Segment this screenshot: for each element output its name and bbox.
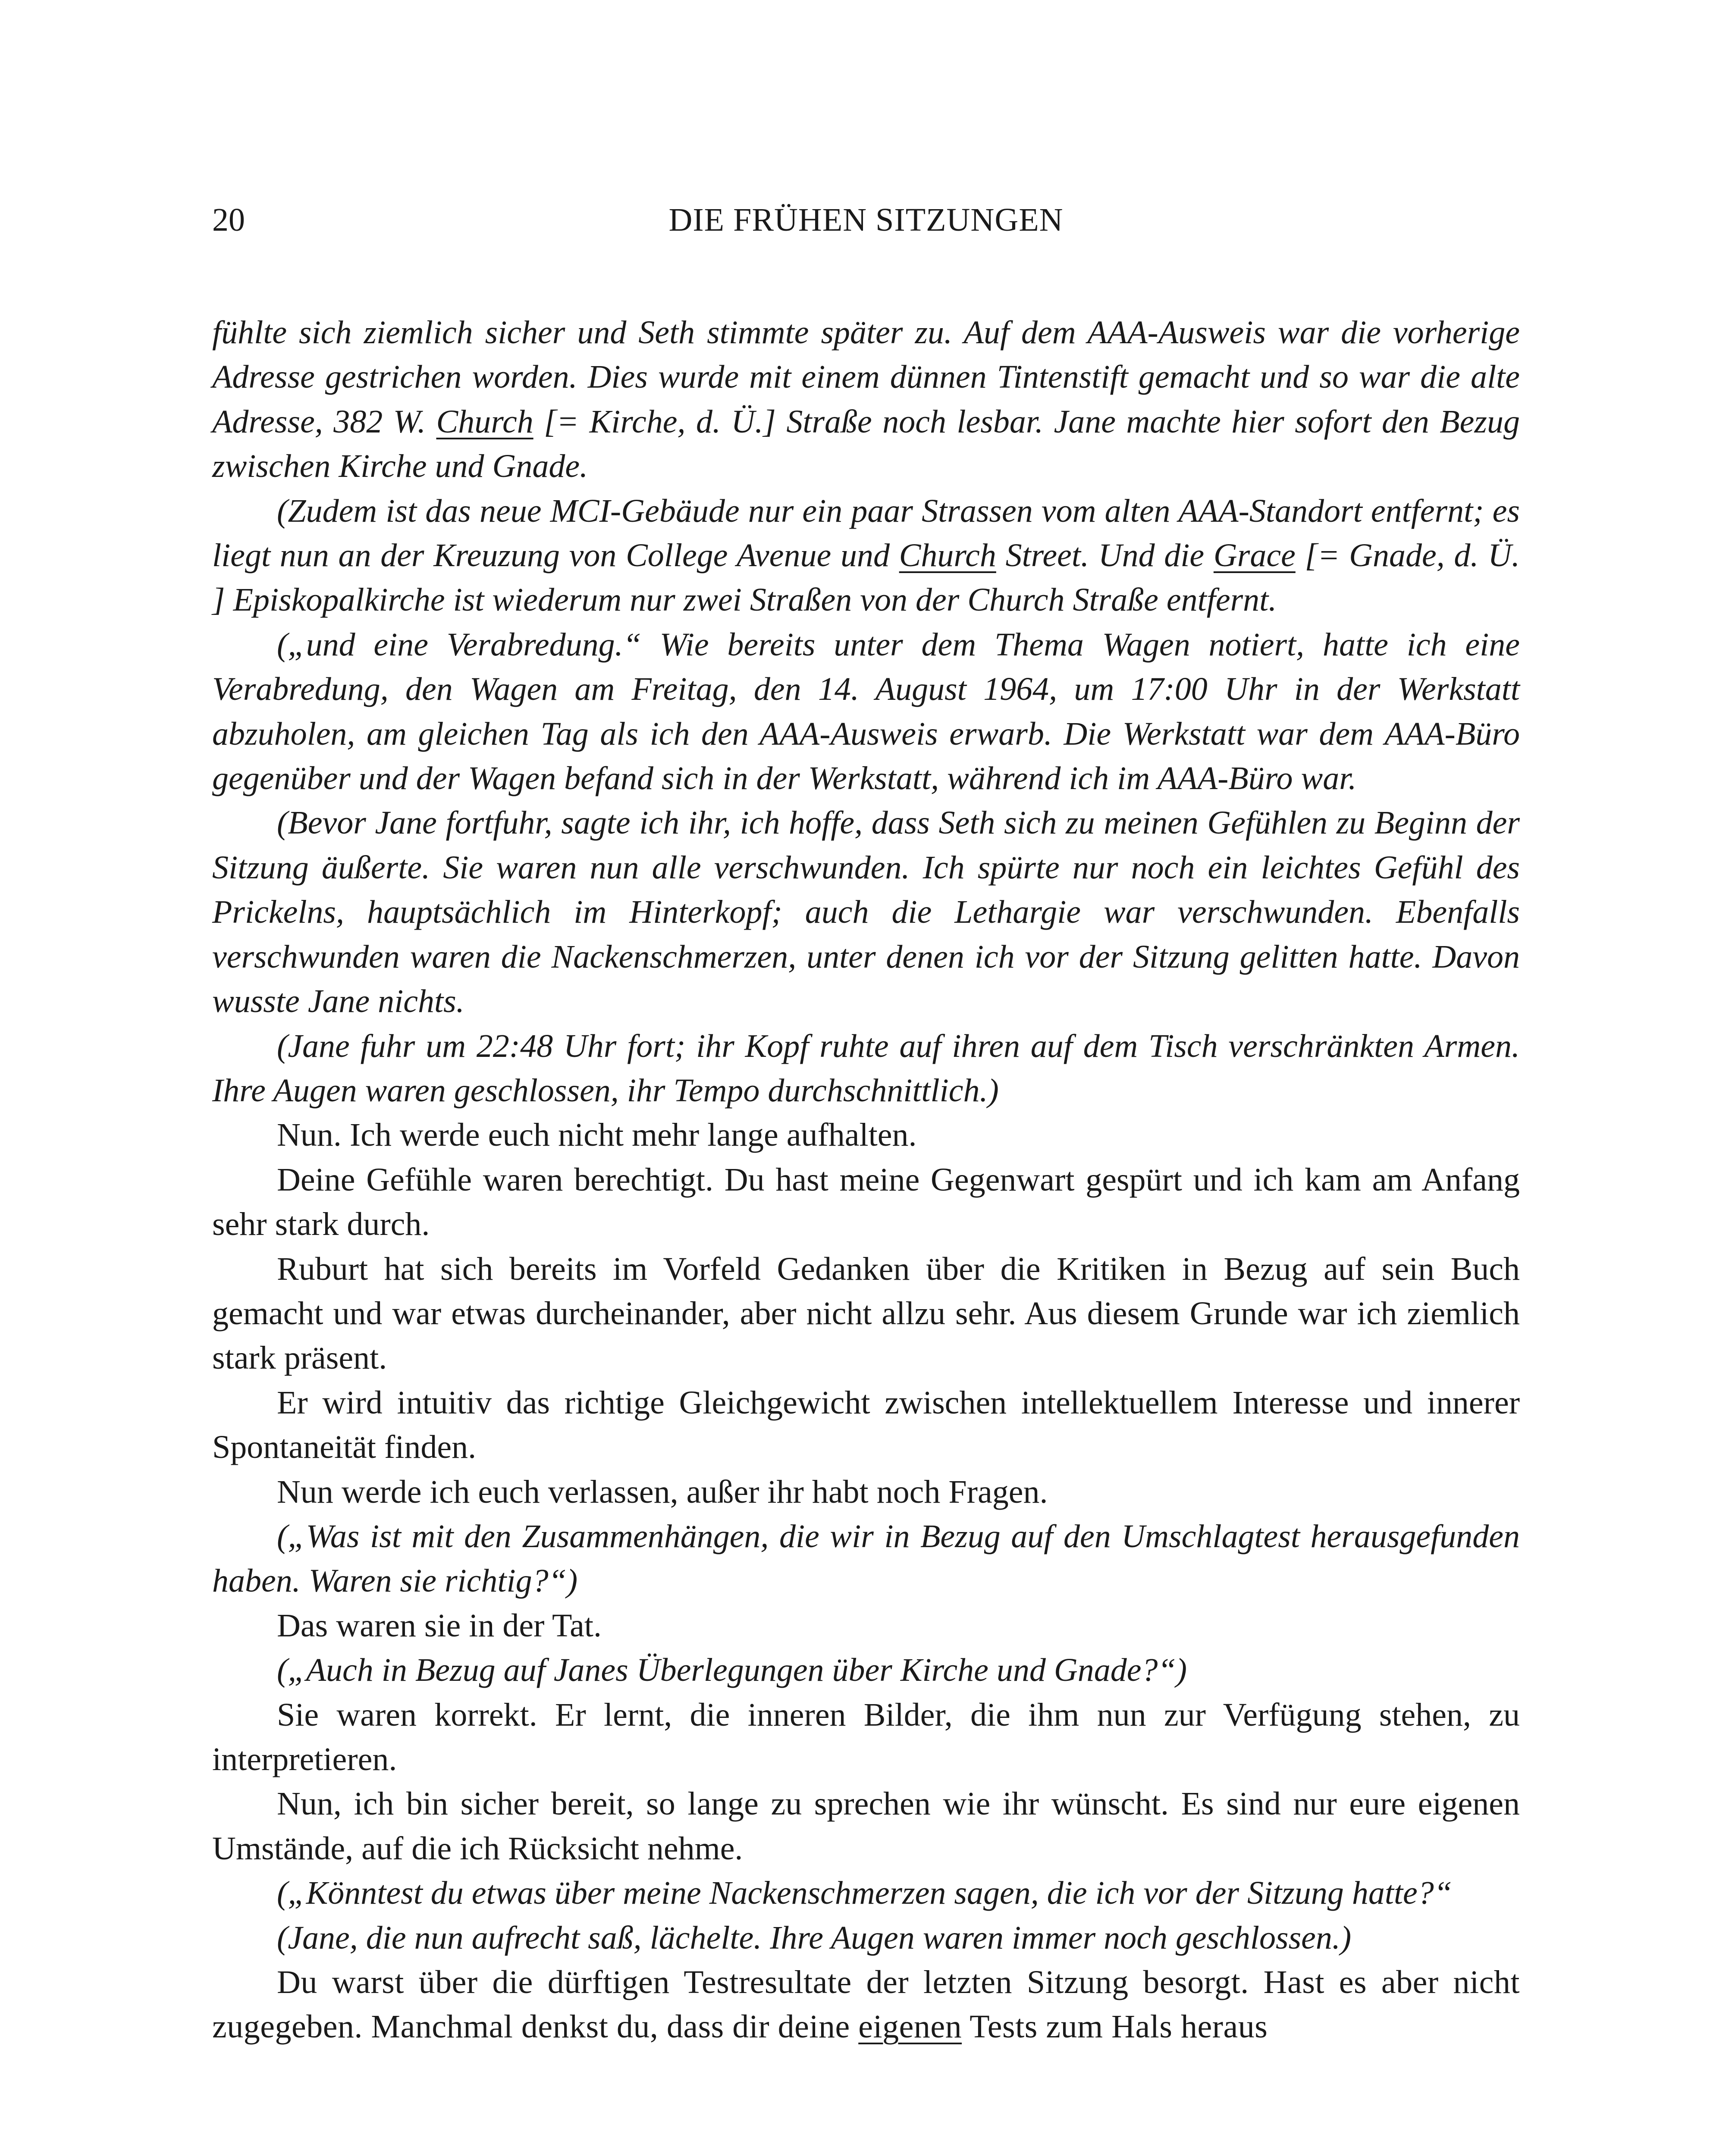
underlined-word: Church [899, 537, 996, 574]
paragraph: („Was ist mit den Zusammenhängen, die wir in Bezug auf den Umschlagtest herausgefunden haben. Waren sie richtig?“) [212, 1518, 1520, 1599]
paragraph: Das waren sie in der Tat. [277, 1607, 602, 1644]
paragraph: Er wird intuitiv das richtige Gleichgewicht zwischen intellektuellem Interesse und innerer Spontaneität finden. [212, 1384, 1520, 1466]
underlined-word: Grace [1213, 537, 1296, 574]
paragraph: Sie waren korrekt. Er lernt, die inneren Bilder, die ihm nun zur Verfügung stehen, zu interpretieren. [212, 1696, 1520, 1777]
text-run: Du warst über die dürftigen Testresultate der letzten Sitzung besorgt. Hast es aber nicht zugegeben. Manchmal denkst du, dass dir deine [212, 1964, 1520, 2045]
page-number: 20 [212, 202, 245, 238]
underlined-word: eigenen [858, 2009, 962, 2045]
paragraph [212, 310, 1520, 489]
paragraph: („Könntest du etwas über meine Nackenschmerzen sagen, die ich vor der Sitzung hatte?“ [277, 1875, 1453, 1912]
text-run: fühlte sich ziemlich sicher und Seth stimmte später zu. Auf dem AAA-Ausweis war die vorherige Adresse gestrichen worden. Dies wurde mit einem dünnen Tintenstift gemacht und so war die alte Adresse, 382 W. [212, 314, 1520, 440]
paragraph: (Bevor Jane fortfuhr, sagte ich ihr, ich hoffe, dass Seth sich zu meinen Gefühlen zu Beginn der Sitzung äußerte. Sie waren nun alle verschwunden. Ich spürte nur noch ein leichtes Gefühl des Prickelns, hauptsächlich im Hinterkopf; auch die Lethargie war verschwunden. Ebenfalls verschwunden waren die Nackenschmerzen, unter denen ich vor der Sitzung gelitten hatte. Davon wusste Jane nichts. [212, 805, 1520, 1020]
text-run: [= Gnade, d. Ü. ] Episkopalkirche ist wiederum nur zwei Straßen von der Church Straße entfernt. [212, 537, 1520, 618]
page-header [212, 196, 1520, 248]
paragraph: („Auch in Bezug auf Janes Überlegungen über Kirche und Gnade?“) [277, 1652, 1187, 1689]
paragraph: („und eine Verabredung.“ Wie bereits unter dem Thema Wagen notiert, hatte ich eine Verabredung, den Wagen am Freitag, den 14. August 1964, um 17:00 Uhr in der Werkstatt abzuholen, am gleichen Tag als ich den AAA-Ausweis erwarb. Die Werkstatt war dem AAA-Büro gegenüber und der Wagen befand sich in der Werkstatt, während ich im AAA-Büro war. [212, 626, 1520, 797]
running-title: DIE FRÜHEN SITZUNGEN [668, 202, 1064, 238]
text-run: Tests zum Hals heraus [962, 2009, 1268, 2045]
paragraph: Ruburt hat sich bereits im Vorfeld Gedanken über die Kritiken in Bezug auf sein Buch gemacht und war etwas durcheinander, aber nicht allzu sehr. Aus diesem Grunde war ich ziemlich stark präsent. [212, 1250, 1520, 1376]
text-run: Street. Und die [996, 537, 1214, 574]
paragraph [212, 1960, 1520, 2049]
text-run: [= Kirche, d. Ü.] Straße noch lesbar. Jane machte hier sofort den Bezug zwischen Kirche und Gnade. [212, 403, 1520, 485]
paragraph: Deine Gefühle waren berechtigt. Du hast meine Gegenwart gespürt und ich kam am Anfang sehr stark durch. [212, 1161, 1520, 1243]
paragraph: Nun werde ich euch verlassen, außer ihr habt noch Fragen. [277, 1473, 1048, 1510]
body-text [212, 310, 1520, 2049]
paragraph: (Jane, die nun aufrecht saß, lächelte. Ihre Augen waren immer noch geschlossen.) [277, 1919, 1352, 1956]
paragraph [212, 489, 1520, 623]
text-run: (Zudem ist das neue MCI-Gebäude nur ein paar Strassen vom alten AAA-Standort entfernt; es liegt nun an der Kreuzung von College Avenue und [212, 492, 1520, 574]
underlined-word: Church [436, 403, 533, 440]
paragraph: Nun. Ich werde euch nicht mehr lange aufhalten. [277, 1117, 917, 1153]
paragraph: Nun, ich bin sicher bereit, so lange zu sprechen wie ihr wünscht. Es sind nur eure eigenen Umstände, auf die ich Rücksicht nehme. [212, 1786, 1520, 1867]
paragraph: (Jane fuhr um 22:48 Uhr fort; ihr Kopf ruhte auf ihren auf dem Tisch verschränkten Armen. Ihre Augen waren geschlossen, ihr Tempo durchschnittlich.) [212, 1028, 1520, 1109]
